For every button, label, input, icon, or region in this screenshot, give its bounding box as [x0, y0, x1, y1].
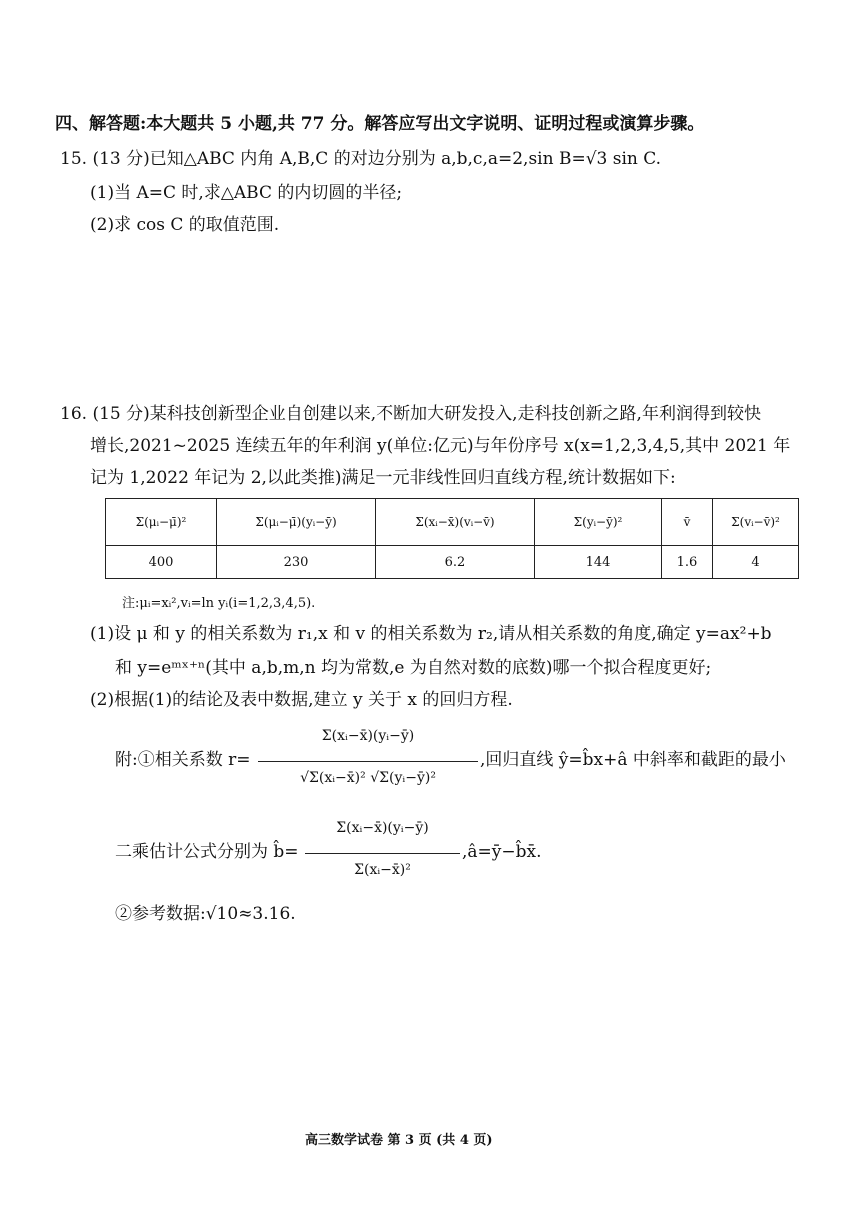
- table-header: Σ(xᵢ−x̄)(vᵢ−v̄): [376, 499, 535, 546]
- table-note: 注:μᵢ=xᵢ²,vᵢ=ln yᵢ(i=1,2,3,4,5).: [122, 596, 316, 611]
- table-cell: 230: [217, 546, 376, 579]
- q15-part1: (1)当 A=C 时,求△ABC 的内切圆的半径;: [90, 183, 403, 203]
- page-footer: 高三数学试卷 第 3 页 (共 4 页): [305, 1133, 493, 1148]
- q16-line1: 16. (15 分)某科技创新型企业自创建以来,不断加大研发投入,走科技创新之路,年利润得到较快: [60, 404, 761, 424]
- section-heading: 四、解答题:本大题共 5 小题,共 77 分。解答应写出文字说明、证明过程或演算步骤。: [55, 114, 705, 134]
- table-cell: 4: [713, 546, 799, 579]
- reference-data: ②参考数据:√10≈3.16.: [115, 904, 296, 924]
- correlation-numerator: Σ(xᵢ−x̄)(yᵢ−ȳ): [321, 728, 415, 744]
- table-header: Σ(yᵢ−ȳ)²: [535, 499, 662, 546]
- q15-stem: 15. (13 分)已知△ABC 内角 A,B,C 的对边分别为 a,b,c,a=2,sin B=√3 sin C.: [60, 149, 662, 169]
- q15-part2: (2)求 cos C 的取值范围.: [90, 215, 280, 235]
- b-denominator: Σ(xᵢ−x̄)²: [354, 862, 411, 878]
- correlation-label: 附:①相关系数 r=: [115, 750, 251, 770]
- correlation-denominator: √Σ(xᵢ−x̄)² √Σ(yᵢ−ȳ)²: [300, 770, 436, 786]
- table-header: v̄: [662, 499, 713, 546]
- table-header: Σ(vᵢ−v̄)²: [713, 499, 799, 546]
- table-cell: 6.2: [376, 546, 535, 579]
- b-numerator: Σ(xᵢ−x̄)(yᵢ−ȳ): [336, 820, 429, 836]
- table-header: Σ(μᵢ−μ̄)²: [106, 499, 217, 546]
- q16-part1-line2: 和 y=eᵐˣ⁺ⁿ(其中 a,b,m,n 均为常数,e 为自然对数的底数)哪一个拟合程度更好;: [115, 658, 712, 678]
- table-header: Σ(μᵢ−μ̄)(yᵢ−ȳ): [217, 499, 376, 546]
- q16-part1-line1: (1)设 μ 和 y 的相关系数为 r₁,x 和 v 的相关系数为 r₂,请从相关系数的角度,确定 y=ax²+b: [90, 624, 772, 644]
- regression-line-text: ,回归直线 ŷ=b̂x+â 中斜率和截距的最小: [480, 750, 786, 770]
- table-cell: 144: [535, 546, 662, 579]
- table-cell: 400: [106, 546, 217, 579]
- table-cell: 1.6: [662, 546, 713, 579]
- correlation-fraction-bar: [258, 761, 478, 762]
- b-estimate-label: 二乘估计公式分别为 b̂=: [115, 842, 299, 862]
- a-estimate-formula: ,â=ȳ−b̂x̄.: [462, 842, 542, 862]
- q16-line2: 增长,2021~2025 连续五年的年利润 y(单位:亿元)与年份序号 x(x=1,2,3,4,5,其中 2021 年: [90, 436, 791, 456]
- b-fraction-bar: [305, 853, 460, 854]
- statistics-table: [105, 498, 799, 579]
- q16-part2: (2)根据(1)的结论及表中数据,建立 y 关于 x 的回归方程.: [90, 690, 513, 710]
- q16-line3: 记为 1,2022 年记为 2,以此类推)满足一元非线性回归直线方程,统计数据如下:: [90, 468, 676, 488]
